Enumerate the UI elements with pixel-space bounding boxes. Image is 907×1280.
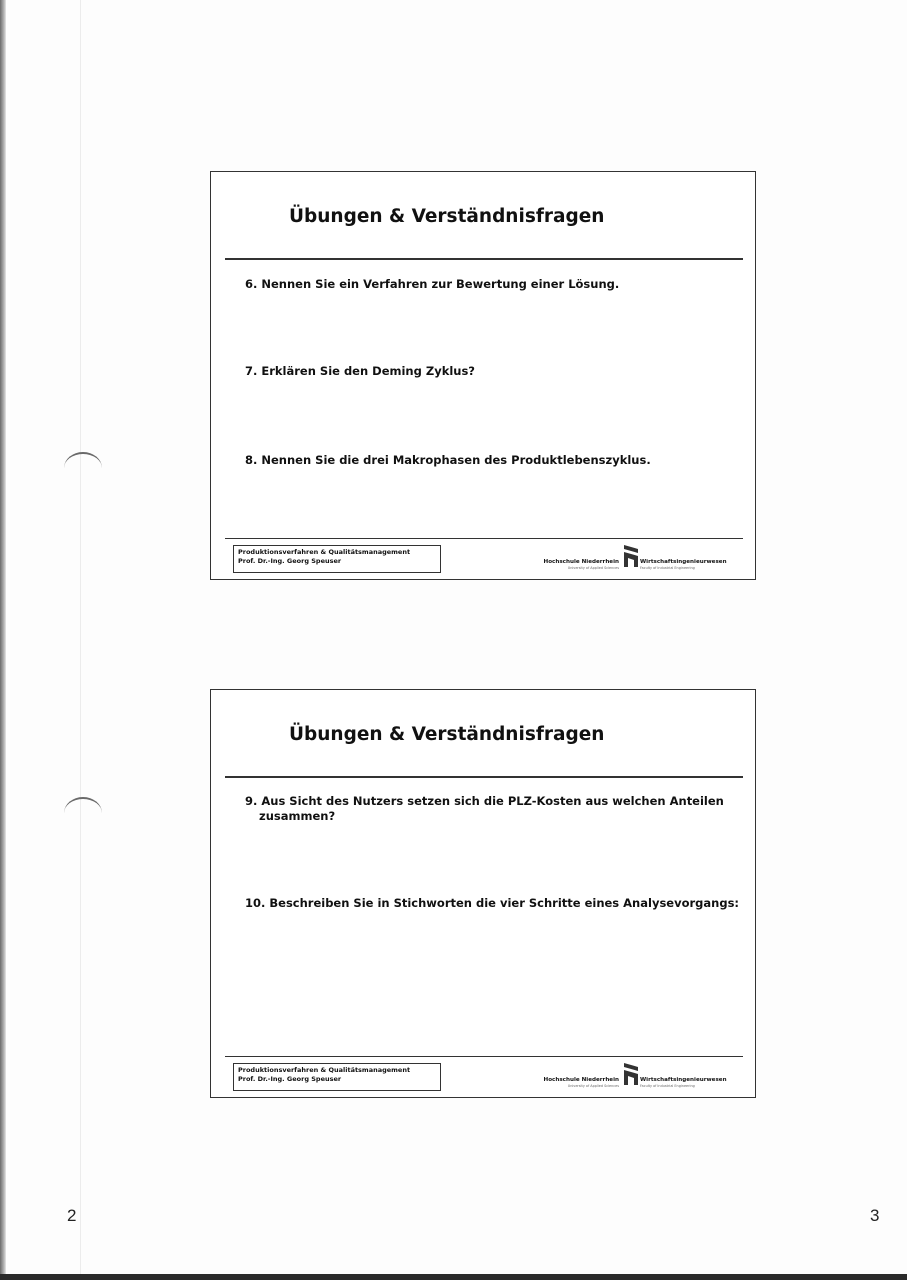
- footer-divider: [225, 538, 743, 539]
- title-divider: [225, 258, 743, 260]
- faculty-label: [640, 559, 727, 570]
- course-info-box: [233, 545, 441, 573]
- slide-1: [210, 171, 756, 580]
- scan-bottom-edge: [0, 1274, 907, 1280]
- faculty-label: [640, 1077, 727, 1088]
- faculty-subtitle: Faculty of Industrial Engineering: [640, 566, 695, 570]
- punch-hole-bottom: [64, 797, 102, 813]
- page-number-right: 3: [870, 1206, 880, 1225]
- hochschule-logo-icon: [623, 544, 639, 568]
- punch-hole-top: [64, 452, 102, 468]
- hochschule-logo-icon: [623, 1062, 639, 1086]
- course-name: Produktionsverfahren & Qualitätsmanagement: [238, 548, 411, 556]
- question-8: 8. Nennen Sie die drei Makrophasen des Produktlebenszyklus.: [245, 453, 651, 467]
- question-9-continuation: zusammen?: [259, 809, 336, 823]
- lecturer-name: Prof. Dr.-Ing. Georg Speuser: [238, 1075, 342, 1083]
- binding-edge: [0, 0, 6, 1280]
- university-logo: [527, 1059, 733, 1091]
- slide-title: Übungen & Verständnisfragen: [289, 724, 605, 745]
- faculty-subtitle: Faculty of Industrial Engineering: [640, 1084, 695, 1088]
- university-subtitle: University of Applied Sciences: [567, 1084, 619, 1088]
- title-divider: [225, 776, 743, 778]
- course-info-box: [233, 1063, 441, 1091]
- university-name: Hochschule Niederrhein: [543, 559, 619, 565]
- faculty-name: Wirtschaftsingenieurwesen: [640, 1077, 727, 1083]
- university-subtitle: University of Applied Sciences: [567, 566, 619, 570]
- university-name: Hochschule Niederrhein: [543, 1077, 619, 1083]
- slide-title: Übungen & Verständnisfragen: [289, 206, 605, 227]
- question-9: 9. Aus Sicht des Nutzers setzen sich die PLZ-Kosten aus welchen Anteilen: [245, 794, 724, 808]
- question-6: 6. Nennen Sie ein Verfahren zur Bewertung einer Lösung.: [245, 277, 620, 291]
- slide-2: [210, 689, 756, 1098]
- university-label: [544, 559, 619, 570]
- course-name: Produktionsverfahren & Qualitätsmanagement: [238, 1066, 411, 1074]
- university-label: [544, 1077, 619, 1088]
- faculty-name: Wirtschaftsingenieurwesen: [640, 559, 727, 565]
- question-10: 10. Beschreiben Sie in Stichworten die vier Schritte eines Analysevorgangs:: [245, 896, 740, 910]
- footer-divider: [225, 1056, 743, 1057]
- page-number-left: 2: [67, 1206, 77, 1225]
- university-logo: [527, 541, 733, 573]
- question-7: 7. Erklären Sie den Deming Zyklus?: [245, 364, 475, 378]
- fold-line: [80, 0, 81, 1280]
- lecturer-name: Prof. Dr.-Ing. Georg Speuser: [238, 557, 342, 565]
